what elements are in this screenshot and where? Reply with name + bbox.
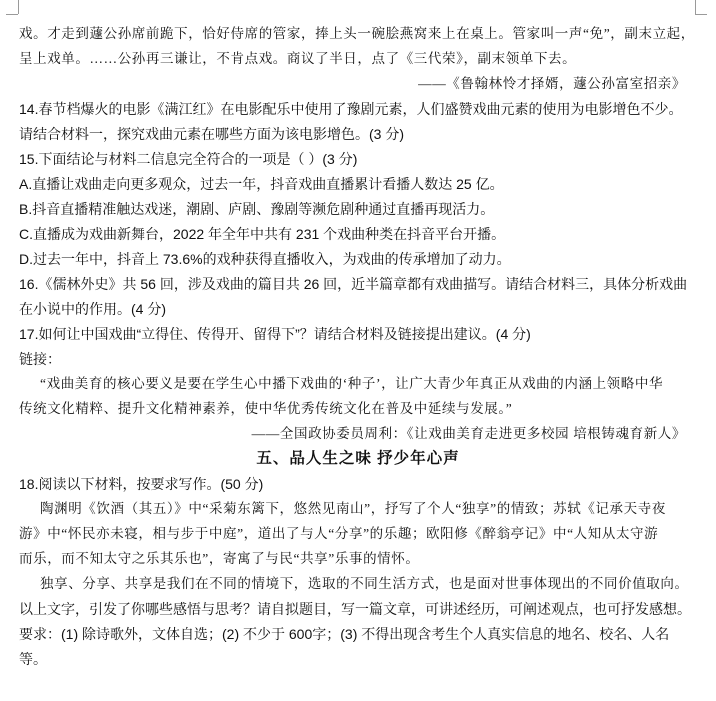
material-line-1: 戏。才走到蘧公孙席前跪下，恰好侍席的管家，捧上头一碗脍燕窝来上在桌上。管家叫一声“免”，副末立起， bbox=[19, 26, 695, 41]
question-17: 17.如何让中国戏曲“立得住、传得开、留得下”？请结合材料及链接提出建议。(4 分) bbox=[19, 326, 531, 342]
link-quote-line-1: “戏曲美育的核心要义是要在学生心中播下戏曲的‘种子’，让广大青少年真正从戏曲的内涵上领略中华 bbox=[40, 376, 664, 391]
material-source: ——《鲁翰林怜才择婿，蘧公孙富室招亲》 bbox=[418, 76, 686, 91]
question-14-line-2: 请结合材料一，探究戏曲元素在哪些方面为该电影增色。(3 分) bbox=[19, 126, 404, 142]
option-c: C.直播成为戏曲新舞台，2022 年全年中共有 231 个戏曲种类在抖音平台开播。 bbox=[19, 226, 506, 242]
option-b: B.抖音直播精准触达戏迷，潮剧、庐剧、豫剧等濒危剧种通过直播再现活力。 bbox=[19, 201, 495, 217]
question-14-line-1: 14.春节档爆火的电影《满江红》在电影配乐中使用了豫剧元素，人们盛赞戏曲元素的使用为电影增色不少。 bbox=[19, 101, 683, 117]
prompt-paragraph-2-line-1: 独享、分享、共享是我们在不同的情境下，选取的不同生活方式，也是面对世事体现出的不同价值取向。 bbox=[40, 576, 689, 591]
question-16-line-1: 16.《儒林外史》共 56 回，涉及戏曲的篇目共 26 回，近半篇章都有戏曲描写。请结合材料三，具体分析戏曲 bbox=[19, 276, 688, 292]
prompt-paragraph-1-line-1: 陶渊明《饮酒（其五）》中“采菊东篱下，悠然见南山”，抒写了个人“独享”的情致；苏轼《记承天寺夜 bbox=[40, 501, 666, 516]
prompt-paragraph-2-line-2: 以上文字，引发了你哪些感悟与思考？请自拟题目，写一篇文章，可讲述经历，可阐述观点，也可抒发感想。 bbox=[19, 601, 691, 617]
option-a: A.直播让戏曲走向更多观众，过去一年，抖音戏曲直播累计看播人数达 25 亿。 bbox=[19, 176, 504, 192]
crop-mark-top-left bbox=[18, 0, 19, 14]
link-quote-line-2: 传统文化精粹、提升文化精神素养，使中华优秀传统文化在普及中延续与发展。” bbox=[19, 401, 513, 416]
link-label: 链接： bbox=[19, 351, 61, 367]
question-16-line-2: 在小说中的作用。(4 分) bbox=[19, 301, 166, 317]
requirements-line-2: 等。 bbox=[19, 651, 47, 667]
crop-mark-top-left-h bbox=[6, 14, 18, 15]
crop-mark-top-right-h bbox=[695, 14, 707, 15]
requirements-line-1: 要求：(1) 除诗歌外，文体自选；(2) 不少于 600字；(3) 不得出现含考生个人真实信息的地名、校名、人名 bbox=[19, 626, 670, 642]
prompt-paragraph-1-line-3: 而乐，而不知太守之乐其乐也”，寄寓了与民“共享”乐事的情怀。 bbox=[19, 551, 420, 566]
section-title: 五、品人生之味 抒少年心声 bbox=[256, 450, 460, 467]
question-18: 18.阅读以下材料，按要求写作。(50 分) bbox=[19, 476, 264, 492]
question-15: 15.下面结论与材料二信息完全符合的一项是（ ）(3 分) bbox=[19, 151, 358, 167]
link-source: ——全国政协委员周利：《让戏曲美育走进更多校园 培根铸魂育新人》 bbox=[251, 426, 686, 441]
prompt-paragraph-1-line-2: 游》中“怀民亦未寝，相与步于中庭”，道出了与人“分享”的乐趣；欧阳修《醉翁亭记》中“人知从太守游 bbox=[19, 526, 659, 541]
material-line-2: 呈上戏单。……公孙再三谦让，不肯点戏。商议了半日，点了《三代荣》，副末领单下去。 bbox=[19, 51, 577, 66]
crop-mark-top-right bbox=[695, 0, 696, 14]
option-d: D.过去一年中，抖音上 73.6%的戏种获得直播收入，为戏曲的传承增加了动力。 bbox=[19, 251, 511, 267]
